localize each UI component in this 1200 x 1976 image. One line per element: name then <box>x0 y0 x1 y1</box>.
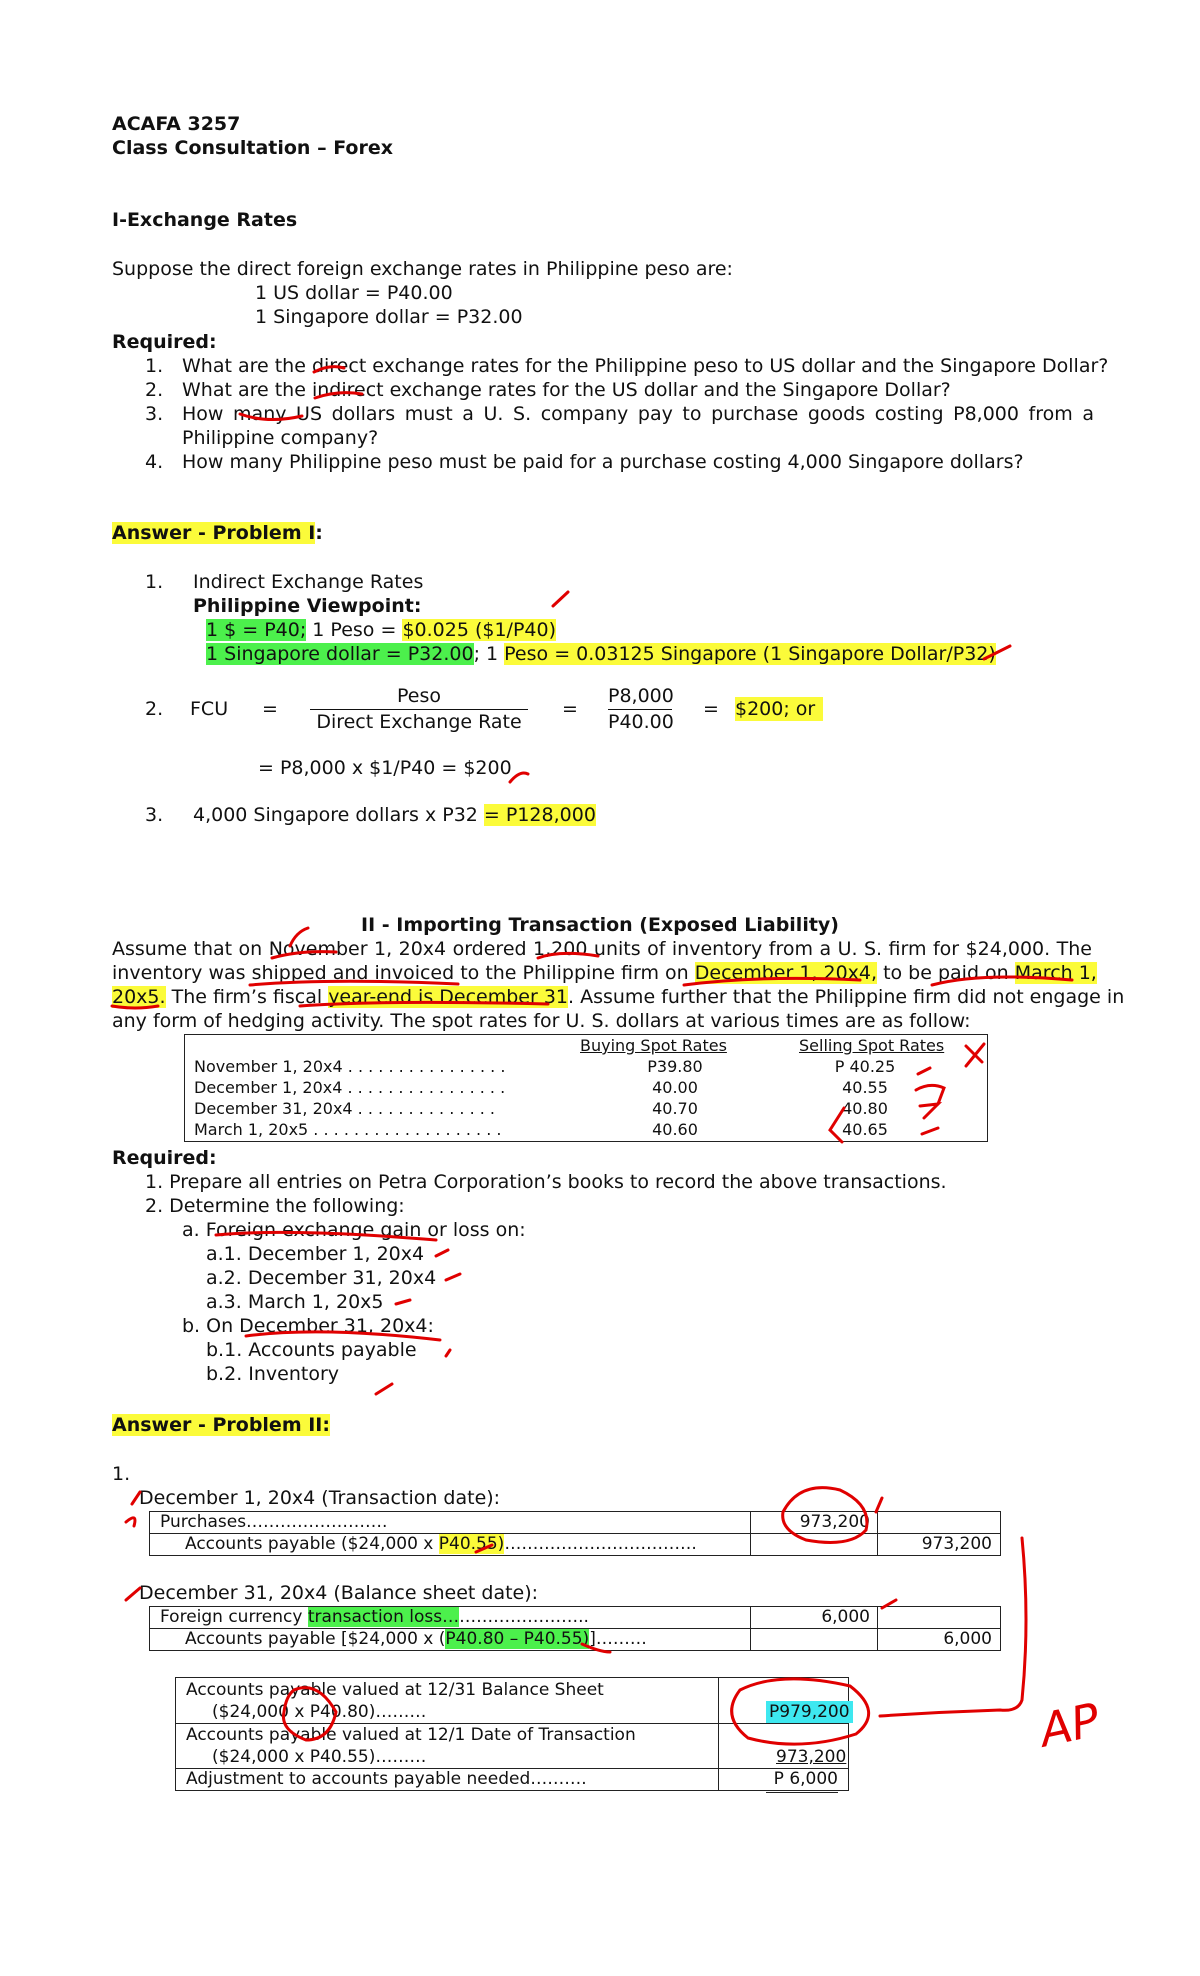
question-num: 2. <box>145 379 164 401</box>
rate-row-buy: P39.80 <box>647 1057 703 1076</box>
fraction-denominator-rate: Direct Exchange Rate <box>316 711 522 733</box>
rate-row-date: December 31, 20x4 . . . . . . . . . . . . . . <box>194 1099 495 1118</box>
journal-entry-2 <box>149 1606 1001 1651</box>
rate-row-buy: 40.60 <box>652 1120 698 1139</box>
rate-row-sell: P 40.25 <box>834 1057 896 1076</box>
question-num: 1. <box>145 355 164 377</box>
entry2-debit: Foreign currency transaction loss…………………….. <box>160 1607 589 1627</box>
spot-rates-table <box>184 1034 988 1142</box>
entry1-debit-amount: 973,200 <box>799 1512 870 1532</box>
section2-para-line1: Assume that on November 1, 20x4 ordered 1,200 units of inventory from a U. S. firm for $24,000. The <box>112 938 1092 960</box>
req-item-b: b. On December 31, 20x4: <box>182 1315 434 1337</box>
entry1-credit: Accounts payable ($24,000 x P40.55)……………………………. <box>185 1534 697 1554</box>
fcu-label: FCU <box>190 698 229 720</box>
section2-para-line4: any form of hedging activity. The spot rates for U. S. dollars at various times are as follow: <box>112 1010 971 1032</box>
rate-row-sell: 40.80 <box>842 1099 888 1118</box>
calc-value-2: 973,200 <box>776 1747 847 1767</box>
entry1-credit-amount: 973,200 <box>921 1534 992 1554</box>
req-item-a1: a.1. December 1, 20x4 <box>206 1243 425 1265</box>
answer1-label: Answer - Problem I: <box>112 522 323 544</box>
answer1-item1-num: 1. <box>145 571 164 593</box>
section2-para-line3: 20x5. The firm’s fiscal year-end is December 31. Assume further that the Philippine firm did not engage in <box>112 986 1125 1008</box>
question-text: Philippine company? <box>182 427 379 449</box>
rate-row-buy: 40.00 <box>652 1078 698 1097</box>
req-item-2: 2. Determine the following: <box>145 1195 405 1217</box>
entry2-debit-amount: 6,000 <box>821 1607 870 1627</box>
rate-sgd: 1 Singapore dollar = P32.00 <box>255 306 523 328</box>
calc-value-3: P 6,000 <box>766 1768 838 1793</box>
entry1-debit: Purchases……………………. <box>160 1512 388 1532</box>
req-item-a3: a.3. March 1, 20x5 <box>206 1291 384 1313</box>
question-num: 4. <box>145 451 164 473</box>
section2-para-line2: inventory was shipped and invoiced to the Philippine firm on December 1, 20x4, to be paid on March 1, <box>112 962 1097 984</box>
answer1-item1-title: Indirect Exchange Rates <box>193 571 424 593</box>
answer2-item-num: 1. <box>112 1463 131 1485</box>
journal-entry-1 <box>149 1511 1001 1556</box>
req-item-a: a. Foreign exchange gain or loss on: <box>182 1219 526 1241</box>
req-item-b1: b.1. Accounts payable <box>206 1339 417 1361</box>
answer2-label: Answer - Problem II: <box>112 1414 330 1436</box>
question-text: What are the direct exchange rates for the Philippine peso to US dollar and the Singapore Dollar? <box>182 355 1109 377</box>
section1-title: I-Exchange Rates <box>112 209 298 231</box>
question-text: How many US dollars must a U. S. company pay to purchase goods costing P8,000 from a <box>182 403 1094 425</box>
rate-row-date: November 1, 20x4 . . . . . . . . . . . . . . . . <box>194 1057 506 1076</box>
answer1-item3: 4,000 Singapore dollars x P32 = P128,000 <box>193 804 596 826</box>
entry2-title: December 31, 20x4 (Balance sheet date): <box>139 1582 539 1604</box>
viewpoint-line2: 1 Singapore dollar = P32.00; 1 Peso = 0.03125 Singapore (1 Singapore Dollar/P32) <box>206 643 996 665</box>
equals-sign: = <box>262 698 278 720</box>
section2-title: II - Importing Transaction (Exposed Liability) <box>361 914 839 936</box>
req-item-b2: b.2. Inventory <box>206 1363 340 1385</box>
fcu-alt-calc: = P8,000 x $1/P40 = $200 <box>258 757 512 779</box>
entry2-credit-amount: 6,000 <box>943 1629 992 1649</box>
calc-line-4: ($24,000 x P40.55)……… <box>212 1747 427 1767</box>
rate-row-date: March 1, 20x5 . . . . . . . . . . . . . . . . . . . <box>194 1120 502 1139</box>
entry2-credit: Accounts payable [$24,000 x (P40.80 – P40.55)]……… <box>185 1629 647 1649</box>
col-selling-header: Selling Spot Rates <box>799 1036 945 1055</box>
calc-line-2: ($24,000 x P40.80)……… <box>212 1702 427 1722</box>
answer1-item2-num: 2. <box>145 698 164 720</box>
rate-row-sell: 40.55 <box>842 1078 888 1097</box>
question-text: How many Philippine peso must be paid for a purchase costing 4,000 Singapore dollars? <box>182 451 1024 473</box>
rate-usd: 1 US dollar = P40.00 <box>255 282 453 304</box>
ap-adjustment-box <box>175 1677 849 1791</box>
answer1-item3-num: 3. <box>145 804 164 826</box>
viewpoint-line1: 1 $ = P40; 1 Peso = $0.025 ($1/P40) <box>206 619 556 641</box>
calc-line-3: Accounts payable valued at 12/1 Date of Transaction <box>186 1725 636 1745</box>
handwritten-ap-note: AP <box>1035 1692 1105 1758</box>
philippine-viewpoint: Philippine Viewpoint: <box>193 595 422 617</box>
doc-subtitle: Class Consultation – Forex <box>112 137 393 159</box>
req-item-1: 1. Prepare all entries on Petra Corporation’s books to record the above transactions. <box>145 1171 947 1193</box>
required-label-1: Required: <box>112 331 217 353</box>
rate-row-date: December 1, 20x4 . . . . . . . . . . . . . . . . <box>194 1078 506 1097</box>
entry1-title: December 1, 20x4 (Transaction date): <box>139 1487 501 1509</box>
equals-sign: = <box>562 698 578 720</box>
section1-intro: Suppose the direct foreign exchange rates in Philippine peso are: <box>112 258 733 280</box>
course-code: ACAFA 3257 <box>112 113 241 135</box>
rate-row-sell: 40.65 <box>842 1120 888 1139</box>
question-text: What are the indirect exchange rates for the US dollar and the Singapore Dollar? <box>182 379 951 401</box>
equals-sign: = <box>703 698 719 720</box>
req-item-a2: a.2. December 31, 20x4 <box>206 1267 437 1289</box>
fraction-denominator-p40: P40.00 <box>608 711 674 733</box>
fraction-numerator-p8000: P8,000 <box>608 685 674 707</box>
required-label-2: Required: <box>112 1147 217 1169</box>
calc-line-1: Accounts payable valued at 12/31 Balance Sheet <box>186 1680 604 1700</box>
fcu-result: $200; or <box>735 697 823 721</box>
question-num: 3. <box>145 403 164 425</box>
col-buying-header: Buying Spot Rates <box>580 1036 727 1055</box>
rate-row-buy: 40.70 <box>652 1099 698 1118</box>
fraction-numerator-peso: Peso <box>397 685 441 707</box>
calc-value-1: P979,200 <box>766 1701 853 1723</box>
calc-line-5: Adjustment to accounts payable needed………. <box>186 1769 587 1789</box>
